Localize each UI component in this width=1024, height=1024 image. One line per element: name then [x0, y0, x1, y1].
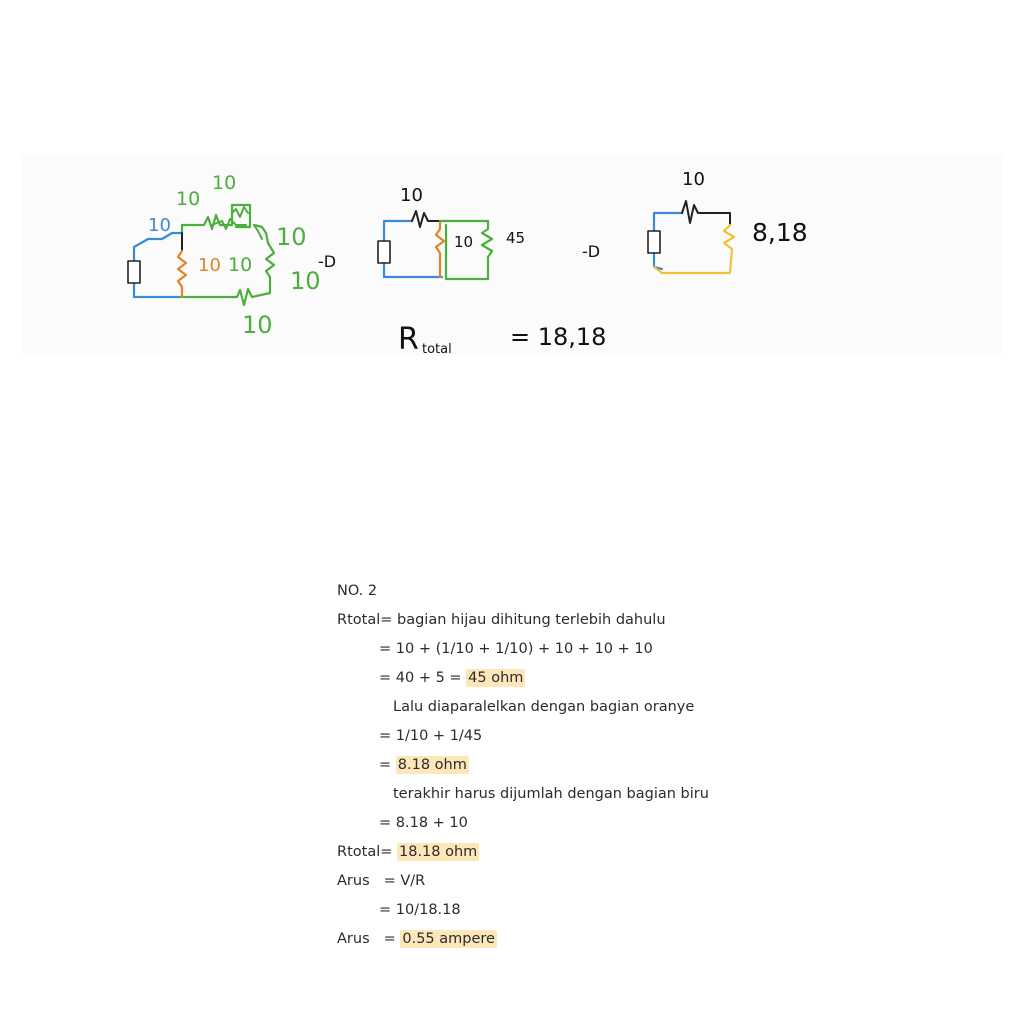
- sketch-label: 10: [276, 223, 307, 251]
- solution-line: [337, 927, 797, 956]
- sketch-label: 8,18: [752, 218, 808, 247]
- line-text: bagian hijau dihitung terlebih dahulu: [397, 612, 666, 628]
- line-text: = V/R: [383, 873, 426, 889]
- solution-line: [337, 608, 797, 637]
- source-symbol: [128, 261, 140, 283]
- line-label: Arus: [337, 931, 370, 947]
- solution-line: terakhir harus dijumlah dengan bagian biru: [393, 786, 709, 802]
- sketch-label: 10: [400, 185, 423, 206]
- sketch-label: 10: [176, 188, 201, 210]
- highlighted-result: 8.18 ohm: [397, 757, 467, 773]
- sketch-label: 45: [506, 229, 526, 247]
- solution-line: [337, 869, 797, 898]
- highlighted-result: 0.55 ampere: [402, 931, 495, 947]
- sketch-label: 10: [242, 311, 273, 339]
- sketch-label: 10: [198, 255, 221, 276]
- sketch-label: 10: [228, 254, 253, 276]
- circuit-3: [648, 201, 734, 273]
- solution-line: = 10 + (1/10 + 1/10) + 10 + 10 + 10: [379, 641, 653, 657]
- line-text: =: [383, 931, 396, 947]
- sketch-label: 10: [212, 172, 237, 194]
- solution-line: [337, 666, 797, 695]
- handwritten-circuit-sketch: [22, 155, 1002, 355]
- line-label: Rtotal=: [337, 612, 393, 628]
- rtotal-symbol: R: [398, 322, 419, 357]
- solution-text: [337, 579, 797, 956]
- line-text: =: [379, 757, 392, 773]
- source-symbol: [648, 231, 660, 253]
- sketch-label: 10: [454, 233, 474, 251]
- solution-line: = 8.18 + 10: [379, 815, 468, 831]
- highlighted-result: 45 ohm: [468, 670, 524, 686]
- sketch-label: 10: [682, 169, 705, 190]
- source-symbol: [378, 241, 390, 263]
- solution-line: Lalu diaparalelkan dengan bagian oranye: [393, 699, 695, 715]
- line-label: Arus: [337, 873, 370, 889]
- solution-line: = 10/18.18: [379, 902, 461, 918]
- rtotal-value: = 18,18: [510, 323, 607, 351]
- solution-line: [337, 753, 797, 782]
- circuit-2: [378, 211, 492, 279]
- line-label: Rtotal=: [337, 844, 393, 860]
- sketch-label: 10: [148, 215, 171, 236]
- circuit-drawings: [22, 155, 1002, 355]
- line-text: = 40 + 5 =: [379, 670, 462, 686]
- rtotal-subscript: total: [422, 342, 452, 357]
- sketch-label: 10: [290, 267, 321, 295]
- arrow-2: -D: [582, 242, 601, 261]
- arrow-1: -D: [318, 252, 337, 271]
- highlighted-result: 18.18 ohm: [399, 844, 478, 860]
- problem-title: NO. 2: [337, 583, 378, 599]
- solution-line: = 1/10 + 1/45: [379, 728, 483, 744]
- solution-line: [337, 840, 797, 869]
